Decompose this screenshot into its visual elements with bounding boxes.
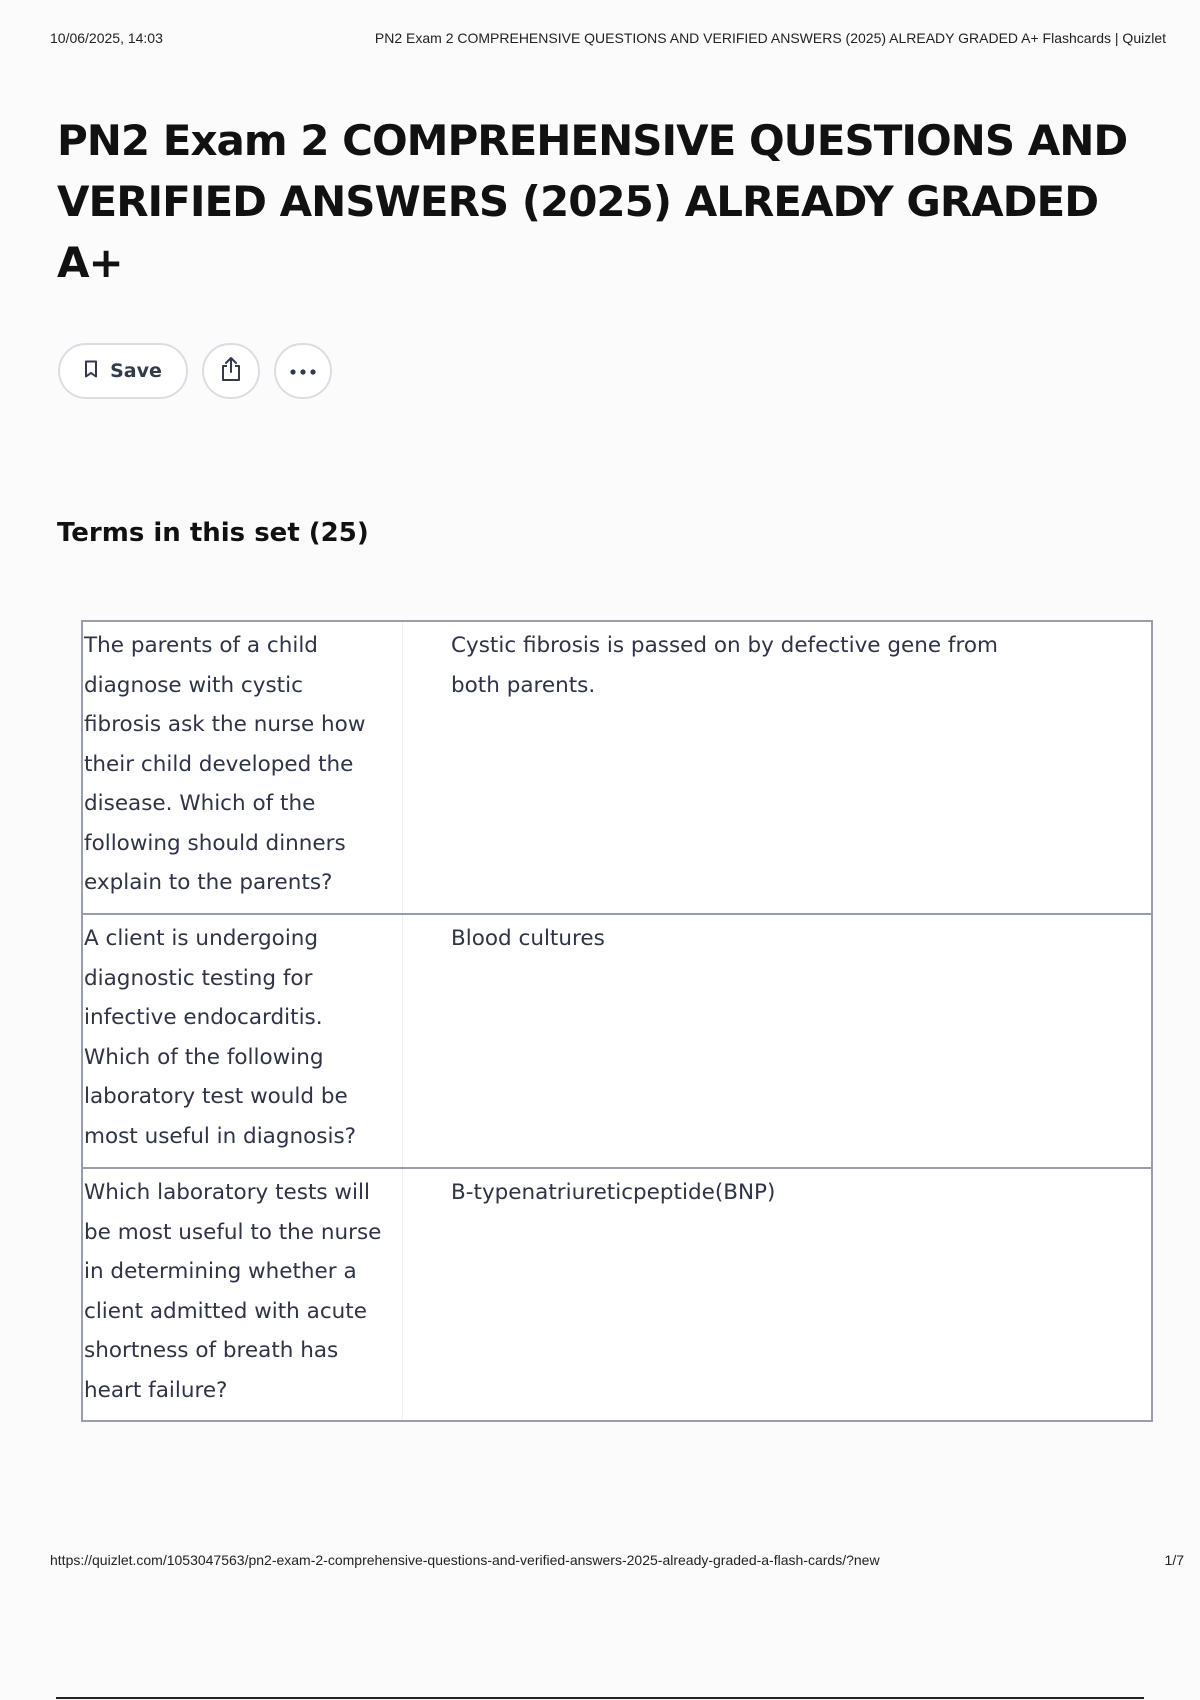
term-row xyxy=(81,913,1153,1169)
set-actions xyxy=(58,343,332,399)
more-options-button[interactable] xyxy=(274,343,332,399)
term-answer: B-typenatriureticpeptide(BNP) xyxy=(451,1180,776,1205)
print-datetime: 10/06/2025, 14:03 xyxy=(50,30,163,46)
page-divider xyxy=(56,1697,1144,1699)
term-row xyxy=(81,1167,1153,1422)
term-question: A client is undergoing diagnostic testing for infective endocarditis. Which of the following laboratory test would be most useful in diagnosis? xyxy=(83,915,403,1167)
term-answer: Blood cultures xyxy=(451,926,605,951)
term-row xyxy=(81,620,1153,915)
print-url: https://quizlet.com/1053047563/pn2-exam-2-comprehensive-questions-and-verified-answers-2025-already-graded-a-flash-cards/?new xyxy=(50,1552,880,1568)
print-footer xyxy=(50,1552,1184,1568)
share-button[interactable] xyxy=(202,343,260,399)
print-document-title: PN2 Exam 2 COMPREHENSIVE QUESTIONS AND VERIFIED ANSWERS (2025) ALREADY GRADED A+ Flashcards | Quizlet xyxy=(374,30,1166,46)
page-title: PN2 Exam 2 COMPREHENSIVE QUESTIONS AND VERIFIED ANSWERS (2025) ALREADY GRADED A+ xyxy=(57,116,1128,287)
terms-heading: Terms in this set (25) xyxy=(57,518,369,548)
share-icon xyxy=(219,356,243,387)
print-header xyxy=(50,30,1166,46)
save-button-label: Save xyxy=(110,360,162,382)
bookmark-icon xyxy=(84,360,98,383)
page-indicator: 1/7 xyxy=(1164,1552,1184,1568)
term-question: Which laboratory tests will be most useful to the nurse in determining whether a client admitted with acute shortness of breath has heart failure? xyxy=(83,1169,403,1420)
terms-list xyxy=(81,620,1153,1422)
term-answer: Cystic fibrosis is passed on by defective gene from both parents. xyxy=(451,633,998,698)
term-question: The parents of a child diagnose with cystic fibrosis ask the nurse how their child developed the disease. Which of the following should dinners explain to the parents? xyxy=(83,622,403,913)
save-button[interactable] xyxy=(58,343,188,399)
more-horizontal-icon xyxy=(290,362,316,380)
